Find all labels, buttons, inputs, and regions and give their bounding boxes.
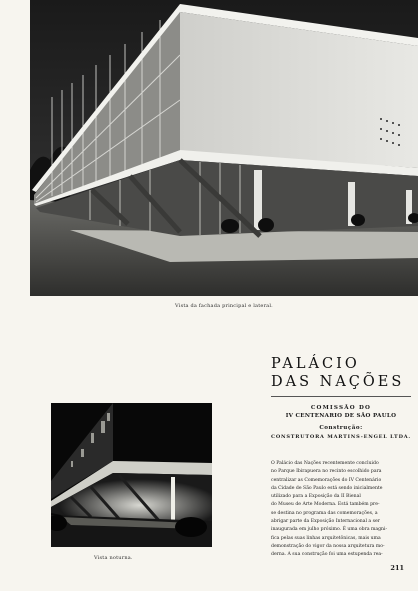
body-line: inaugurada em julho próximo. É uma obra magni-: [271, 527, 388, 533]
body-line: no Parque Ibirapuera no recinto escolhido para: [271, 469, 382, 475]
construction-label: Construção:: [319, 425, 363, 431]
facade-photo-caption: Vista da fachada principal e lateral.: [175, 303, 273, 309]
subtitle-line-1: COMISSÃO DO: [310, 405, 372, 411]
body-line: se destina no programa das comemorações, a: [271, 510, 378, 516]
body-line: do Museu de Arte Moderna. Está também pre-: [271, 502, 380, 508]
body-line: da Cidade de São Paulo está sendo inicialmente: [271, 485, 383, 491]
night-view-photo: [51, 403, 212, 547]
article-title-line-2: DAS NAÇÕES: [271, 374, 405, 390]
constructor-name: CONSTRUTORA MARTINS-ENGEL LTDA.: [271, 434, 411, 440]
body-line: centralizar as Comemorações do IV Centenário: [271, 477, 382, 483]
article-title-line-1: PALÁCIO: [271, 356, 360, 372]
title-rule: [271, 396, 411, 397]
night-view-caption: Vista noturna.: [94, 555, 133, 561]
body-line: demonstração do vigor da nossa arquitetura mo-: [271, 543, 385, 549]
subtitle-line-2: IV CENTENARIO DE SÃO PAULO: [285, 413, 397, 419]
body-line: abrigar parte da Exposição Internacional a ser: [271, 519, 380, 525]
page-number: 211: [390, 564, 404, 572]
body-line: derna. A sua construção foi uma estupenda rea-: [271, 552, 383, 558]
facade-photo: [30, 0, 418, 296]
body-line: O Palácio das Nações recentemente concluido: [271, 461, 379, 466]
article-body: [271, 460, 411, 560]
body-line: fica pelas suas linhas arquitetônicas, mais uma: [271, 535, 381, 541]
body-line: utilizado para a Exposição da II Bienal: [271, 494, 361, 500]
